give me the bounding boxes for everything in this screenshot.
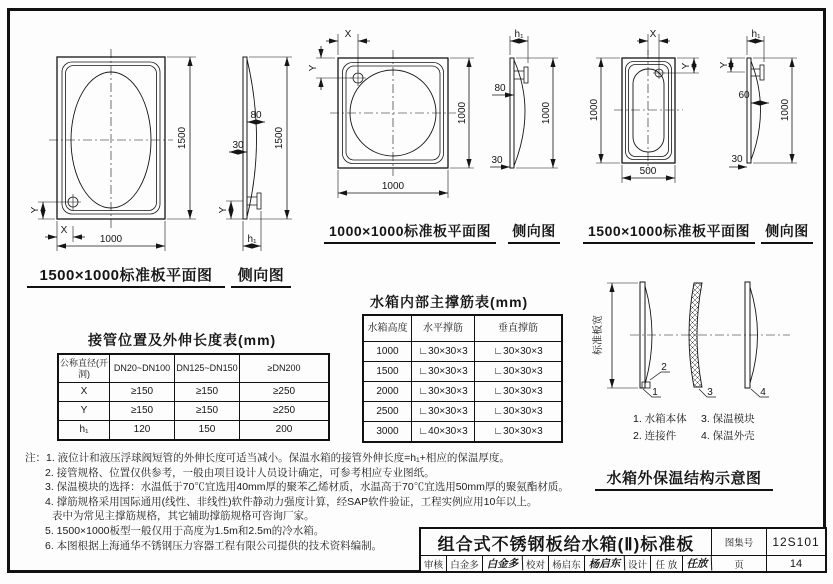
dim-label: 30 [731,154,743,165]
panel-1000x500-plan [596,34,699,183]
dim-label: X [344,29,352,40]
cell: 2000 [363,382,412,402]
note-line: 3. 保温模块的选择：水温低于70℃宜选用40mm厚的聚苯乙烯材质，水温高于70℃宜选用50mm厚的聚氨酯材质。 [45,481,569,494]
note-line: 6. 本图根据上海通华不锈钢压力容器工程有限公司提供的技术资料编制。 [45,539,383,552]
dim-label: Y [308,64,319,72]
panel-1000x1000-plan [316,34,474,198]
caption-plan-1000x1000: 1000×1000标准板平面图 [324,221,496,244]
cell: ≥150 [110,402,175,421]
title-block [419,527,827,573]
table-row [58,402,329,421]
title-block-row-signatures [421,556,825,571]
panel-1500x1000-side [226,57,292,251]
table-row [363,402,562,422]
cell: 3000 [363,422,412,443]
table-row [58,383,329,402]
dim-label: X [60,225,68,236]
reviewer-signature: 白金多 [483,555,523,571]
cell: ∟30×30×3 [475,342,563,362]
column-header: 水箱高度 [363,315,412,342]
atlas-number-label: 图集号 [712,529,767,555]
cell: ∟30×30×3 [412,342,475,362]
dim-label: 30 [491,155,503,166]
checker-label: 校对 [523,556,549,571]
cell: ≥250 [240,402,330,421]
dim-label: 1000 [541,101,552,125]
cell: ∟30×30×3 [475,402,563,422]
page-label: 页 [712,556,767,571]
panel-1500x1000-plan [38,49,196,251]
column-header: 水平撑筋 [412,315,475,342]
callout-number: 1 [652,387,658,398]
designer-signature: 任放 [683,555,713,571]
caption-side-view-1: 侧向图 [231,264,291,288]
width-axis-label: 标准板宽 [593,315,604,355]
cell: 1000 [363,342,412,362]
dim-label: 1500 [274,126,285,150]
title-block-row-main [421,529,825,556]
cell: 120 [110,421,175,441]
designer-label: 设计 [625,556,651,571]
insulation-labels [591,315,766,398]
note-line [25,451,625,466]
note-line: 5. 1500×1000板型一般仅用于高度为1.5m和2.5m的冷水箱。 [45,524,325,537]
note-text: 1. 液位计和液压浮球阀短管的外伸长度可适当减小。保温水箱的接管外伸长度=h₁+相应的保温厚度。 [46,452,510,464]
cell: ∟30×30×3 [475,422,563,443]
note-line: 表中为常见主撑筋规格，其它辅助撑筋规格可咨询厂家。 [52,510,315,523]
dim-label: 80 [250,110,262,121]
cell: ≥150 [175,383,240,402]
insulation-legend [633,411,793,445]
dim-label: 1000 [381,181,405,192]
insulation-diagram [607,282,790,397]
dim-label: 1000 [99,234,123,245]
cell: 200 [240,421,330,441]
sheet-title: 组合式不锈钢板给水箱(Ⅱ)标准板 [421,529,712,555]
cell: 1500 [363,362,412,382]
reviewer-name: 白金多 [447,556,483,571]
dim-label: h₁ [247,234,257,245]
cell: ∟30×30×3 [412,402,475,422]
caption-plan-1500x1000: 1500×1000标准板平面图 [27,264,225,288]
page-number: 14 [789,557,803,570]
column-header: 公称直径(开洞) [58,354,110,383]
caption-side-view-2: 侧向图 [508,221,560,244]
checker-signature: 杨启东 [585,555,625,571]
dim-label: 1000 [457,101,468,125]
dim-label: Y [681,62,692,70]
table-row [363,362,562,382]
dim-label: 1000 [589,98,600,122]
table-row [58,421,329,441]
table-header-row [363,315,562,342]
caption-side-view-3: 侧向图 [761,221,813,244]
dim-label: X [649,29,657,40]
reviewer-label: 审核 [421,556,447,571]
dim-label: 30 [232,140,244,151]
cell: ∟40×30×3 [412,422,475,443]
column-header: DN125~DN150 [175,354,240,383]
caption-insulation-diagram: 水箱外保温结构示意图 [595,467,773,491]
cell: ≥250 [240,383,330,402]
table-row [363,382,562,402]
legend-item: 1. 水箱本体 [633,413,687,425]
notes-prefix: 注： [25,452,46,464]
internal-brace-table [362,314,563,443]
dim-label: 80 [494,83,506,94]
checker-name: 杨启东 [549,556,585,571]
cell: 2500 [363,402,412,422]
dim-label: h₁ [514,29,524,40]
dim-label: 1500 [177,126,188,150]
cell: ∟30×30×3 [412,382,475,402]
table-header-row [58,354,329,383]
atlas-number-value: 12S101 [772,535,820,549]
legend-item: 3. 保温模块 [701,413,755,425]
row-label: h₁ [58,421,110,441]
designer-name: 任 放 [651,556,683,571]
column-header: 垂直撑筋 [475,315,563,342]
dim-label: Y [719,61,730,69]
column-header: DN20~DN100 [110,354,175,383]
column-header: ≥DN200 [240,354,330,383]
dim-label: 500 [639,166,657,177]
cell: ∟30×30×3 [475,362,563,382]
row-label: Y [58,402,110,421]
table-row [363,342,562,362]
cell: ∟30×30×3 [412,362,475,382]
brace-table-title: 水箱内部主撑筋表(mm) [370,294,529,310]
cell: 150 [175,421,240,441]
caption-plan-narrow: 1500×1000标准板平面图 [583,221,755,244]
callout-number: 2 [661,362,667,373]
legend-item: 4. 保温外壳 [701,430,755,442]
cell: ≥150 [110,383,175,402]
pipe-table-title: 接管位置及外伸长度表(mm) [88,332,277,348]
dim-label: Y [30,206,41,214]
dim-label: h₁ [751,29,761,40]
pipe-position-table [57,353,330,441]
row-label: X [58,383,110,402]
dim-label: 1000 [780,98,791,122]
note-line: 4. 撑筋规格采用国际通用(线性、非线性)软件静动力强度计算，经SAP软件验证，工程实例应用10年以上。 [45,495,538,508]
table-row [363,422,562,443]
cell: ∟30×30×3 [475,382,563,402]
cell: ≥150 [175,402,240,421]
dim-label: Y [218,206,229,214]
legend-item: 2. 连接件 [633,430,677,442]
callout-number: 3 [707,387,713,398]
callout-number: 4 [760,387,766,398]
dim-label: 60 [738,90,750,101]
note-line: 2. 接管规格、位置仅供参考，一般由项目设计人员设计确定，可参考相应专业图纸。 [45,466,435,479]
